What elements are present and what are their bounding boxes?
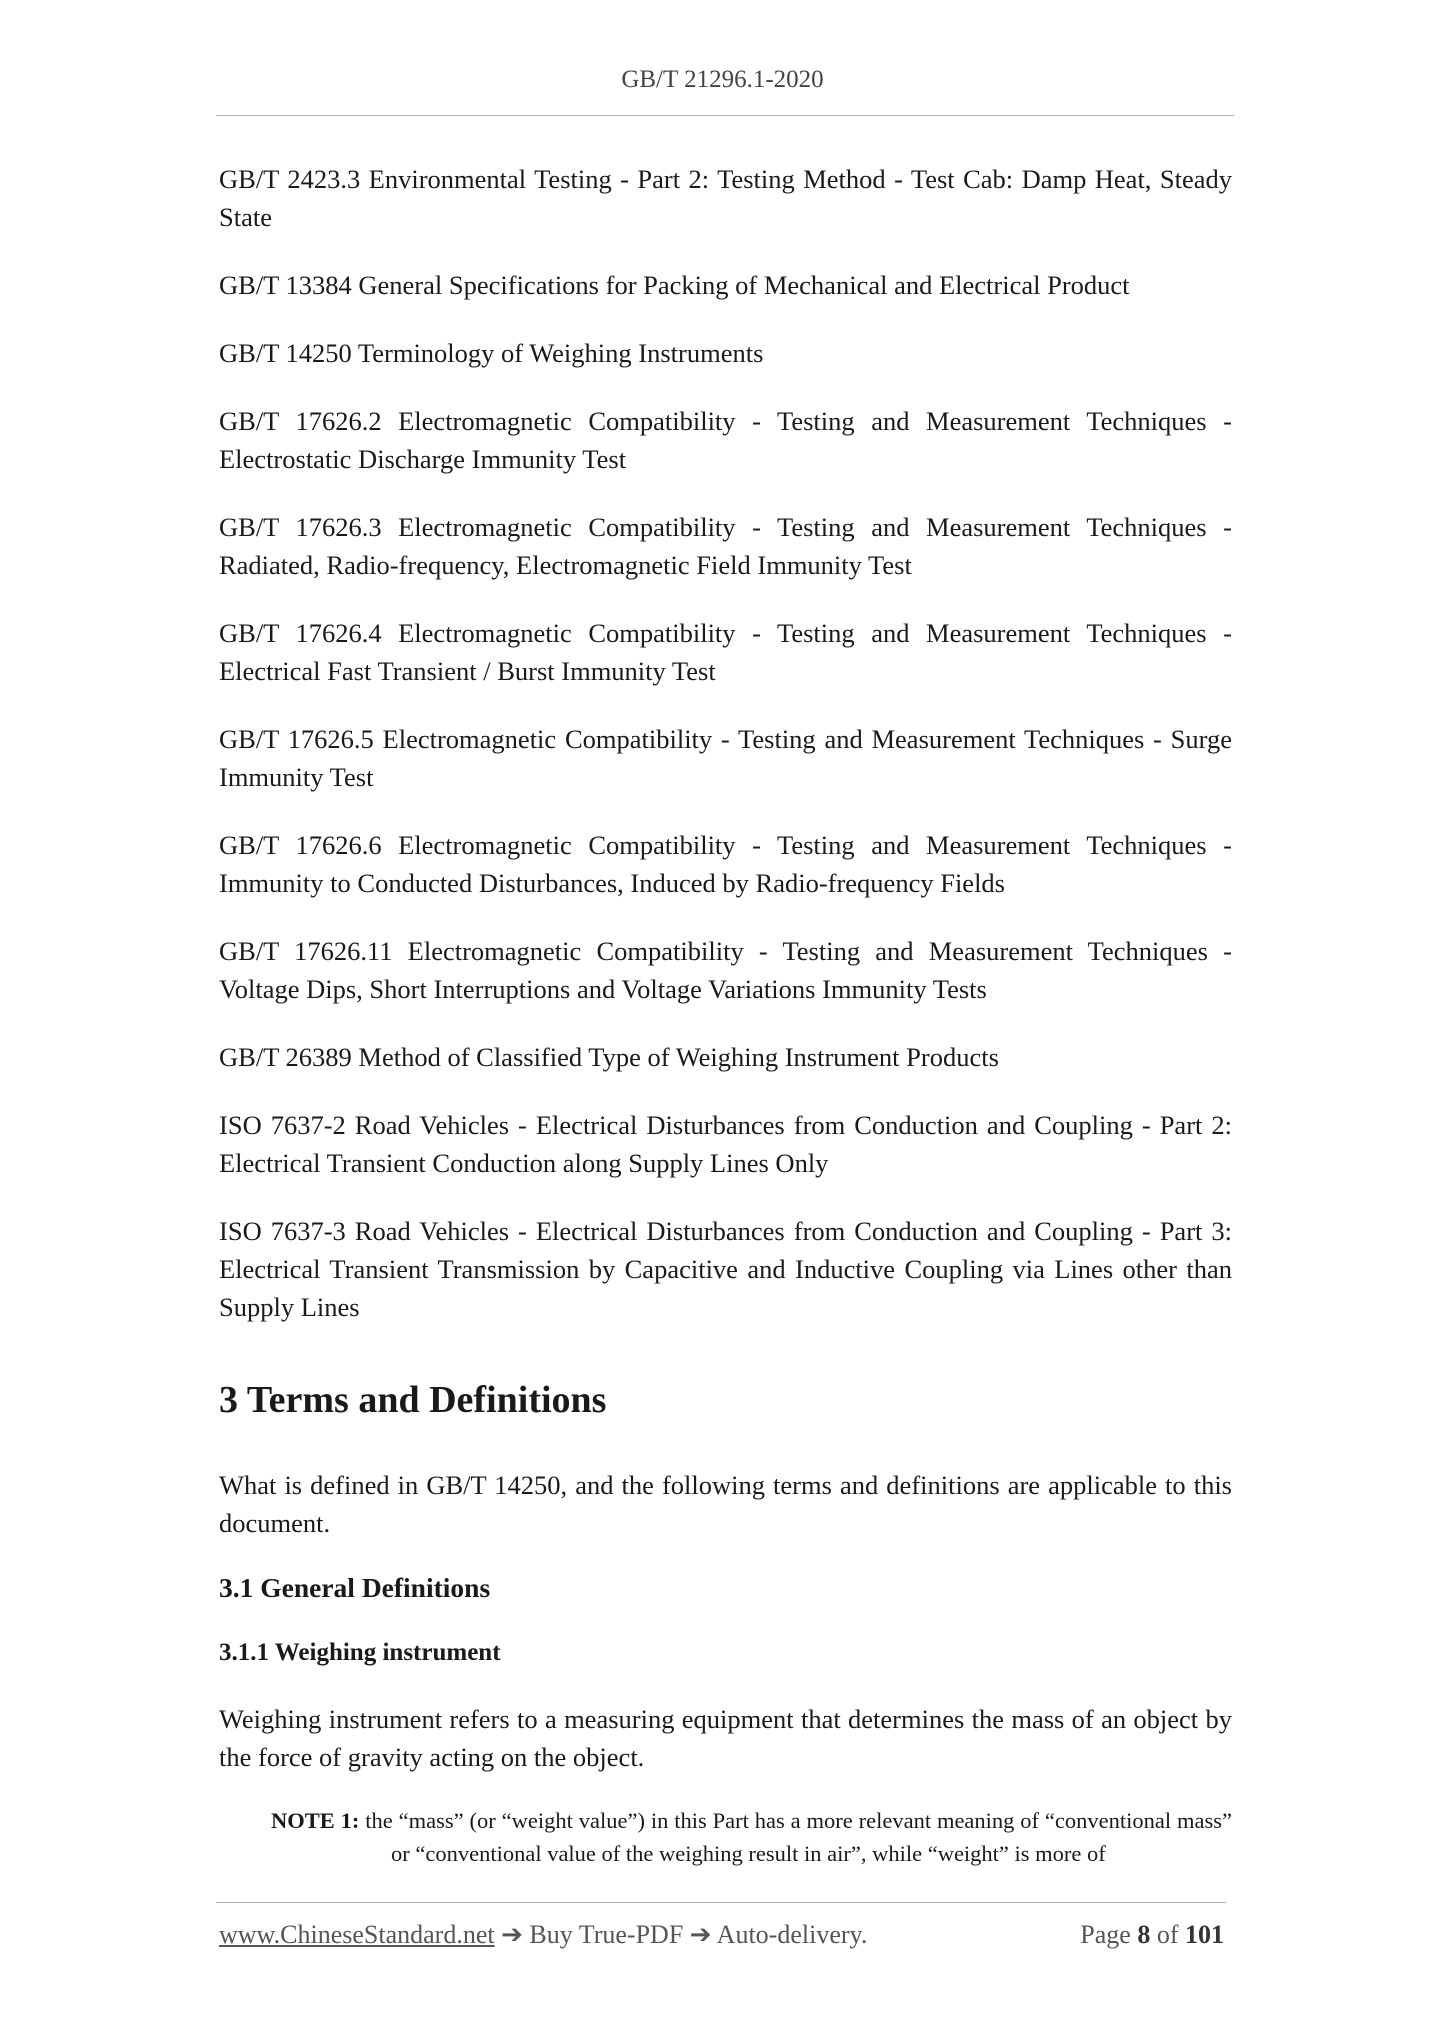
site-link[interactable]: www.ChineseStandard.net: [219, 1920, 495, 1949]
normative-references-list: [219, 160, 1232, 1326]
note-text: the “mass” (or “weight value”) in this Part has a more relevant meaning of “conventional mass” or “conventional value of the weighing result in air”, while “weight” is more of: [365, 1808, 1233, 1866]
term-heading: 3.1.1 Weighing instrument: [219, 1639, 501, 1666]
of-word: of: [1156, 1920, 1179, 1949]
reference-item: GB/T 17626.4 Electromagnetic Compatibility - Testing and Measurement Techniques - Electrical Fast Transient / Burst Immunity Test: [219, 618, 1232, 686]
page-word: Page: [1080, 1920, 1131, 1949]
page-total: 101: [1185, 1920, 1224, 1949]
page-content: [219, 160, 1232, 1870]
reference-item: ISO 7637-3 Road Vehicles - Electrical Disturbances from Conduction and Coupling - Part 3: Electrical Transient Transmission by Capacitive and Inductive Coupling via Lines other than Supply Lines: [219, 1216, 1232, 1322]
reference-item: ISO 7637-2 Road Vehicles - Electrical Disturbances from Conduction and Coupling - Part 2: Electrical Transient Conduction along Supply Lines Only: [219, 1110, 1232, 1178]
reference-item: GB/T 26389 Method of Classified Type of Weighing Instrument Products: [219, 1042, 999, 1072]
reference-item: GB/T 17626.6 Electromagnetic Compatibility - Testing and Measurement Techniques - Immunity to Conducted Disturbances, Induced by Radio-frequency Fields: [219, 830, 1232, 898]
reference-item: GB/T 17626.3 Electromagnetic Compatibility - Testing and Measurement Techniques - Radiated, Radio-frequency, Electromagnetic Field Immunity Test: [219, 512, 1232, 580]
reference-item: GB/T 17626.5 Electromagnetic Compatibility - Testing and Measurement Techniques - Surge Immunity Test: [219, 724, 1232, 792]
delivery-text: Auto-delivery.: [716, 1920, 868, 1949]
header-divider: [216, 115, 1234, 116]
footer-divider: [216, 1902, 1226, 1903]
reference-item: GB/T 2423.3 Environmental Testing - Part 2: Testing Method - Test Cab: Damp Heat, Steady State: [219, 164, 1232, 232]
reference-item: GB/T 17626.2 Electromagnetic Compatibility - Testing and Measurement Techniques - Electrostatic Discharge Immunity Test: [219, 406, 1232, 474]
arrow-right-icon: ➔: [501, 1920, 523, 1949]
arrow-right-icon: ➔: [689, 1920, 712, 1949]
reference-item: GB/T 17626.11 Electromagnetic Compatibility - Testing and Measurement Techniques - Voltage Dips, Short Interruptions and Voltage Variations Immunity Tests: [219, 936, 1232, 1004]
subsection-heading: 3.1 General Definitions: [219, 1572, 491, 1603]
footer-promo: [219, 1920, 867, 1950]
section-heading: 3 Terms and Definitions: [219, 1379, 607, 1421]
note-label: NOTE 1:: [271, 1808, 360, 1833]
buy-text: Buy True-PDF: [529, 1920, 684, 1949]
note-1: [271, 1804, 1232, 1870]
document-header: GB/T 21296.1-2020: [621, 66, 824, 93]
page-footer: [219, 1920, 1224, 1950]
section-intro: What is defined in GB/T 14250, and the following terms and definitions are applicable to this document.: [219, 1470, 1232, 1538]
reference-item: GB/T 14250 Terminology of Weighing Instruments: [219, 338, 764, 368]
reference-item: GB/T 13384 General Specifications for Packing of Mechanical and Electrical Product: [219, 270, 1130, 300]
page-indicator: [1080, 1920, 1224, 1950]
page-number: 8: [1137, 1920, 1151, 1949]
term-definition: Weighing instrument refers to a measuring equipment that determines the mass of an object by the force of gravity acting on the object.: [219, 1704, 1232, 1772]
